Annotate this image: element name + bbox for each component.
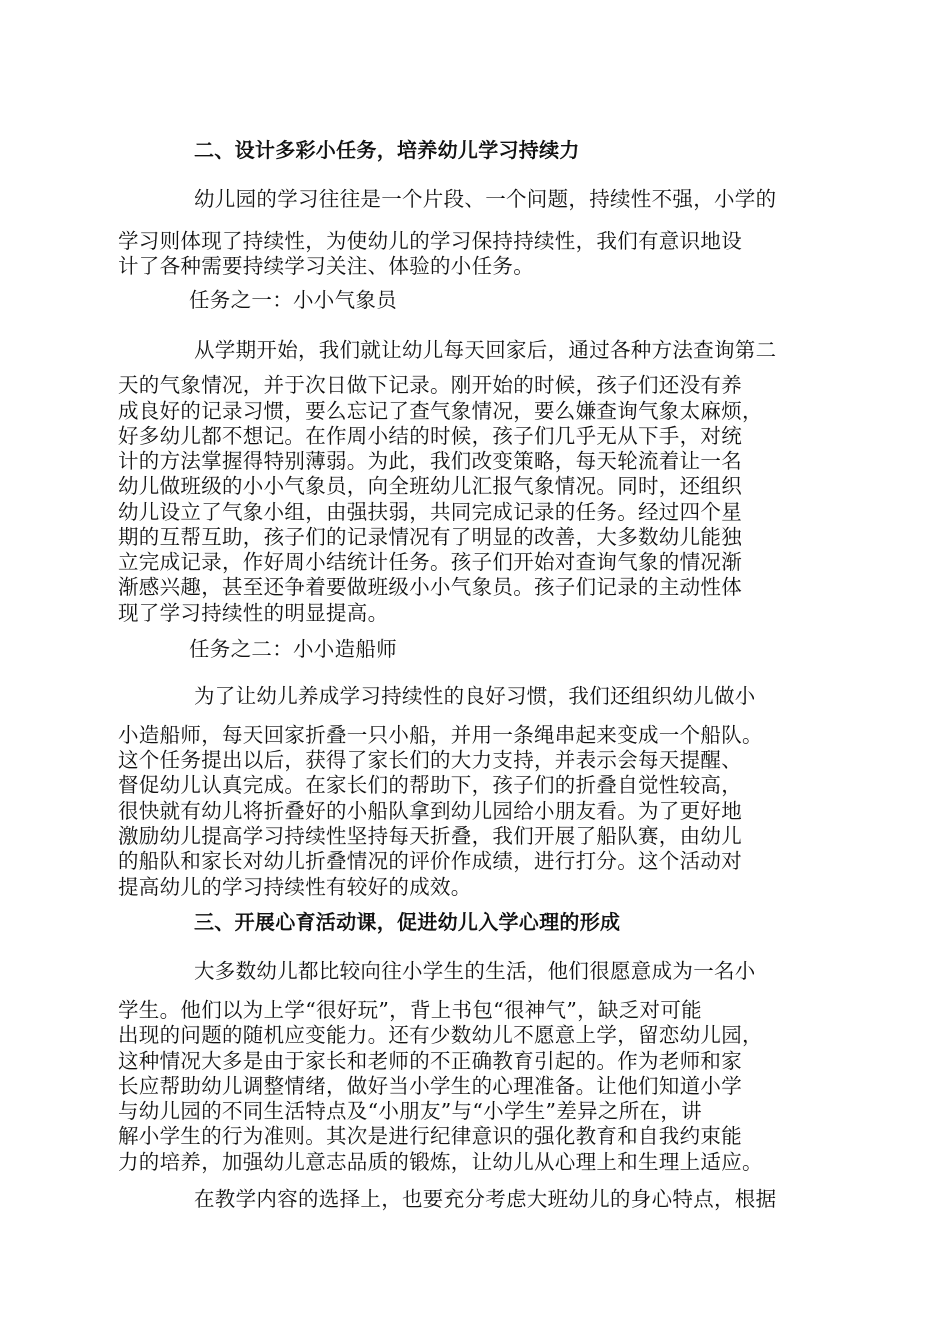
task-title-1: 任务之一：小小气象员	[189, 288, 397, 312]
paragraph-line: 渐感兴趣，甚至还争着要做班级小小气象员。孩子们记录的主动性体	[118, 575, 742, 599]
paragraph-line: 好多幼儿都不想记。在作周小结的时候，孩子们几乎无从下手，对统	[118, 424, 742, 448]
paragraph-line: 在教学内容的选择上，也要充分考虑大班幼儿的身心特点，根据	[194, 1187, 777, 1211]
paragraph-line: 计了各种需要持续学习关注、体验的小任务。	[118, 254, 534, 278]
paragraph-line: 提高幼儿的学习持续性有较好的成效。	[118, 875, 472, 899]
paragraph-line: 现了学习持续性的明显提高。	[118, 601, 389, 625]
paragraph-line: 大多数幼儿都比较向往小学生的生活，他们很愿意成为一名小	[194, 959, 756, 983]
paragraph-line: 的船队和家长对幼儿折叠情况的评价作成绩，进行打分。这个活动对	[118, 849, 742, 873]
paragraph-line: 学习则体现了持续性，为使幼儿的学习保持持续性，我们有意识地设	[118, 229, 742, 253]
paragraph-line: 出现的问题的随机应变能力。还有少数幼儿不愿意上学，留恋幼儿园，	[118, 1023, 763, 1047]
paragraph-line: 从学期开始，我们就让幼儿每天回家后，通过各种方法查询第二	[194, 338, 777, 362]
paragraph-line: 长应帮助幼儿调整情绪，做好当小学生的心理准备。让他们知道小学	[118, 1074, 742, 1098]
section-heading-2: 二、设计多彩小任务，培养幼儿学习持续力	[194, 138, 580, 162]
paragraph-line: 幼儿园的学习往往是一个片段、一个问题，持续性不强，小学的	[194, 187, 777, 211]
paragraph-line: 期的互帮互助，孩子们的记录情况有了明显的改善，大多数幼儿能独	[118, 525, 742, 549]
task-title-2: 任务之二：小小造船师	[189, 637, 397, 661]
paragraph-line: 督促幼儿认真完成。在家长们的帮助下，孩子们的折叠自觉性较高，	[118, 773, 742, 797]
paragraph-line: 激励幼儿提高学习持续性坚持每天折叠，我们开展了船队赛，由幼儿	[118, 824, 742, 848]
paragraph-line: 这个任务提出以后，获得了家长们的大力支持，并表示会每天提醒、	[118, 748, 742, 772]
section-heading-3: 三、开展心育活动课，促进幼儿入学心理的形成	[194, 910, 621, 934]
paragraph-line: 成良好的记录习惯，要么忘记了查气象情况，要么嫌查询气象太麻烦，	[118, 399, 763, 423]
paragraph-line: 很快就有幼儿将折叠好的小船队拿到幼儿园给小朋友看。为了更好地	[118, 799, 742, 823]
paragraph-line: 天的气象情况，并于次日做下记录。刚开始的时候，孩子们还没有养	[118, 373, 742, 397]
paragraph-line: 这种情况大多是由于家长和老师的不正确教育引起的。作为老师和家	[118, 1049, 742, 1073]
paragraph-line: 小造船师，每天回家折叠一只小船，并用一条绳串起来变成一个船队。	[118, 723, 763, 747]
paragraph-line: 与幼儿园的不同生活特点及“小朋友”与“小学生”差异之所在，讲	[118, 1099, 702, 1123]
paragraph-line: 立完成记录，作好周小结统计任务。孩子们开始对查询气象的情况渐	[118, 550, 742, 574]
paragraph-line: 力的培养，加强幼儿意志品质的锻炼，让幼儿从心理上和生理上适应。	[118, 1150, 763, 1174]
paragraph-line: 幼儿设立了气象小组，由强扶弱，共同完成记录的任务。经过四个星	[118, 500, 742, 524]
paragraph-line: 为了让幼儿养成学习持续性的良好习惯，我们还组织幼儿做小	[194, 684, 756, 708]
paragraph-line: 计的方法掌握得特别薄弱。为此，我们改变策略，每天轮流着让一名	[118, 449, 742, 473]
paragraph-line: 解小学生的行为准则。其次是进行纪律意识的强化教育和自我约束能	[118, 1124, 742, 1148]
paragraph-line: 幼儿做班级的小小气象员，向全班幼儿汇报气象情况。同时，还组织	[118, 474, 742, 498]
paragraph-line: 学生。他们以为上学“很好玩”，背上书包“很神气”，缺乏对可能	[118, 998, 702, 1022]
